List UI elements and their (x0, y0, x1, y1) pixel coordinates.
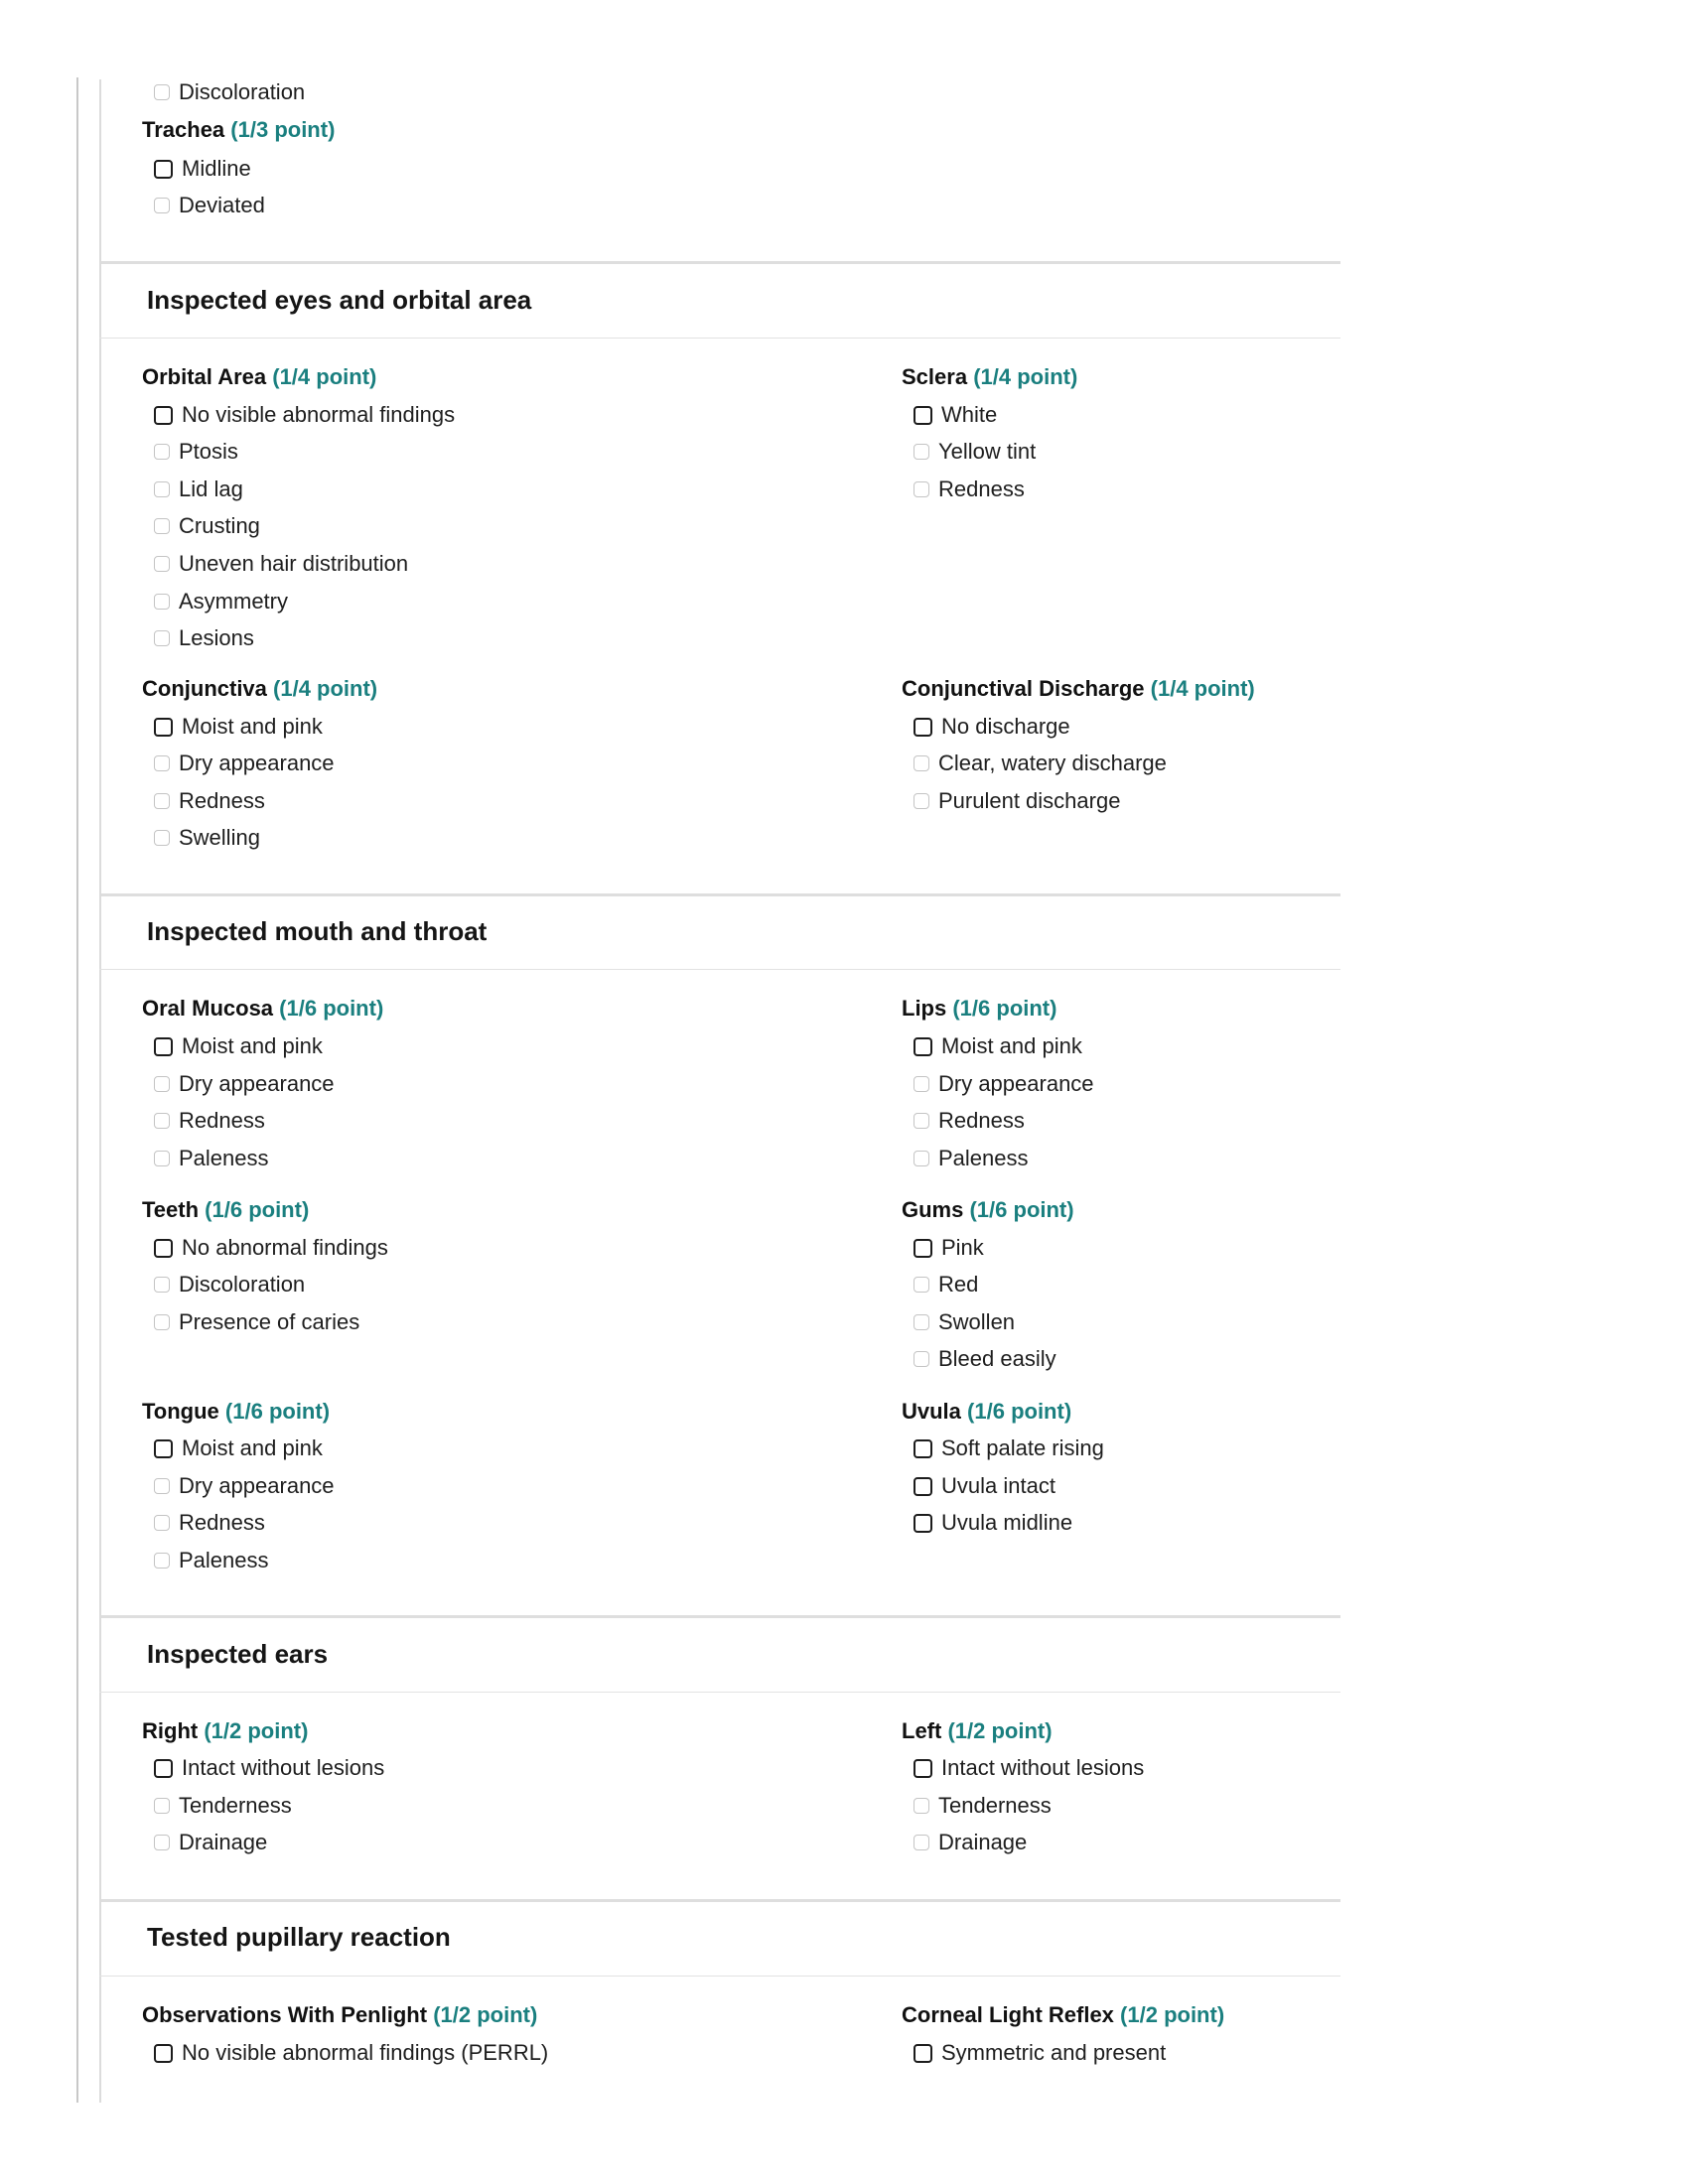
card-left-edge (99, 1615, 101, 1899)
checkbox-option[interactable]: Clear, watery discharge (914, 751, 1167, 776)
checkbox-option[interactable]: Paleness (154, 1146, 269, 1171)
checkbox-option[interactable]: Lesions (154, 625, 254, 651)
checkbox-option[interactable]: Asymmetry (154, 589, 288, 614)
checkbox-option[interactable]: Moist and pink (154, 1033, 323, 1059)
checkbox-option[interactable]: Tenderness (154, 1793, 292, 1819)
field-label-penlight: Observations With Penlight (1/2 point) (142, 2002, 538, 2027)
checkbox-option[interactable]: Dry appearance (914, 1071, 1094, 1097)
checkbox-option[interactable]: Moist and pink (154, 1435, 323, 1461)
checkbox-option[interactable]: Moist and pink (914, 1033, 1082, 1059)
checkbox-option[interactable]: Red (914, 1272, 978, 1297)
section-title-eyes: Inspected eyes and orbital area (147, 285, 532, 315)
card-left-edge (99, 1899, 101, 2103)
checkbox-option[interactable]: Redness (154, 1108, 265, 1134)
checkbox-option[interactable]: Dry appearance (154, 1071, 335, 1097)
checkbox-option[interactable]: Redness (914, 477, 1025, 502)
section-header-rule (99, 338, 1340, 339)
checkbox-option[interactable]: Drainage (914, 1830, 1027, 1855)
checkbox-option[interactable]: Tenderness (914, 1793, 1052, 1819)
checkbox-option[interactable]: Soft palate rising (914, 1435, 1104, 1461)
checkbox-option[interactable]: Symmetric and present (914, 2040, 1166, 2066)
checkbox-option[interactable]: Swollen (914, 1309, 1015, 1335)
checkbox-option[interactable]: Redness (914, 1108, 1025, 1134)
section-title-mouth: Inspected mouth and throat (147, 916, 488, 946)
field-label-teeth: Teeth (1/6 point) (142, 1197, 310, 1222)
checkbox-option[interactable]: Crusting (154, 513, 260, 539)
checkbox-option[interactable]: Discoloration (154, 1272, 305, 1297)
checkbox-option[interactable]: Lid lag (154, 477, 243, 502)
field-label-conjunctiva: Conjunctiva (1/4 point) (142, 676, 378, 701)
checkbox-option[interactable]: Dry appearance (154, 751, 335, 776)
card-left-edge (99, 79, 101, 261)
checkbox-option[interactable]: No visible abnormal findings (154, 402, 455, 428)
section-header-rule (99, 969, 1340, 970)
field-label-lips: Lips (1/6 point) (902, 996, 1057, 1021)
field-label-tongue: Tongue (1/6 point) (142, 1399, 331, 1424)
card-top-border (99, 1615, 1340, 1618)
checkbox-option[interactable]: Uneven hair distribution (154, 551, 408, 577)
field-label-orbital-area: Orbital Area (1/4 point) (142, 364, 377, 389)
field-label-conjunctival-discharge: Conjunctival Discharge (1/4 point) (902, 676, 1255, 701)
checkbox-option[interactable]: Swelling (154, 825, 260, 851)
checkbox-option[interactable]: No abnormal findings (154, 1235, 388, 1261)
checkbox-option[interactable]: White (914, 402, 997, 428)
card-top-border (99, 1899, 1340, 1902)
checkbox-option[interactable]: Ptosis (154, 439, 238, 465)
checkbox-option[interactable]: Presence of caries (154, 1309, 359, 1335)
field-label-right-ear: Right (1/2 point) (142, 1718, 309, 1743)
checkbox-option[interactable]: Yellow tint (914, 439, 1036, 465)
card-left-edge (99, 893, 101, 1615)
checkbox-option[interactable]: Uvula midline (914, 1510, 1072, 1536)
checkbox-option[interactable]: Pink (914, 1235, 984, 1261)
field-label-oral-mucosa: Oral Mucosa (1/6 point) (142, 996, 384, 1021)
section-header-rule (99, 1976, 1340, 1977)
card-top-border (99, 261, 1340, 264)
field-label-corneal-light-reflex: Corneal Light Reflex (1/2 point) (902, 2002, 1225, 2027)
checkbox-option[interactable]: Drainage (154, 1830, 267, 1855)
section-header-rule (99, 1692, 1340, 1693)
checkbox-option[interactable]: No visible abnormal findings (PERRL) (154, 2040, 548, 2066)
checkbox-option[interactable]: Redness (154, 1510, 265, 1536)
section-title-ears: Inspected ears (147, 1639, 329, 1669)
checkbox-option[interactable]: Deviated (154, 193, 265, 218)
field-label-left-ear: Left (1/2 point) (902, 1718, 1053, 1743)
checkbox-option[interactable]: Paleness (154, 1548, 269, 1573)
checkbox-option[interactable]: Midline (154, 156, 251, 182)
checkbox-option[interactable]: Purulent discharge (914, 788, 1120, 814)
field-label-uvula: Uvula (1/6 point) (902, 1399, 1072, 1424)
field-label-gums: Gums (1/6 point) (902, 1197, 1074, 1222)
section-title-pupillary: Tested pupillary reaction (147, 1922, 451, 1952)
checkbox-option[interactable]: Dry appearance (154, 1473, 335, 1499)
checkbox-option[interactable]: Intact without lesions (154, 1755, 384, 1781)
field-label-sclera: Sclera (1/4 point) (902, 364, 1078, 389)
card-top-border (99, 893, 1340, 896)
checkbox-option[interactable]: Moist and pink (154, 714, 323, 740)
checkbox-option[interactable]: Discoloration (154, 79, 305, 105)
checkbox-option[interactable]: Redness (154, 788, 265, 814)
checkbox-option[interactable]: No discharge (914, 714, 1070, 740)
checkbox-option[interactable]: Intact without lesions (914, 1755, 1144, 1781)
checkbox-option[interactable]: Bleed easily (914, 1346, 1056, 1372)
checkbox-option[interactable]: Uvula intact (914, 1473, 1055, 1499)
card-left-edge (99, 261, 101, 893)
field-label-trachea: Trachea (1/3 point) (142, 117, 336, 142)
checkbox-option[interactable]: Paleness (914, 1146, 1029, 1171)
page-left-rule (76, 77, 78, 2103)
